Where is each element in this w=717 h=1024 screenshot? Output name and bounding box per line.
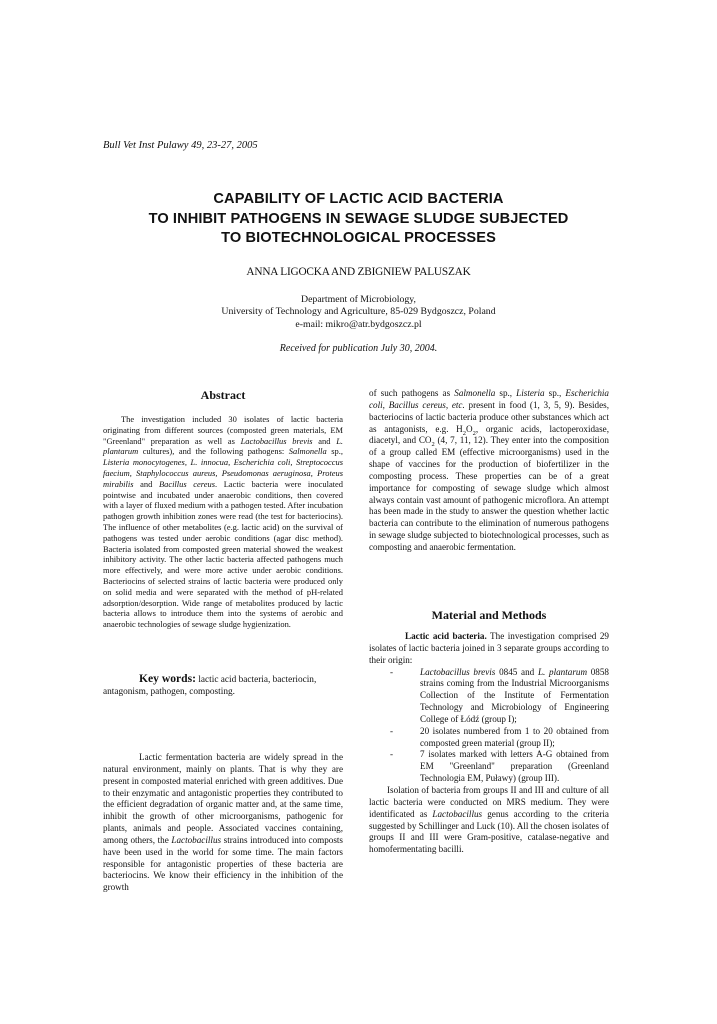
methods-lead-paragraph: Lactic acid bacteria. The investigation comprised 29 isolates of lactic bacteria joined in 3 separate groups according to their origin: [369, 631, 609, 665]
title-line: CAPABILITY OF LACTIC ACID BACTERIA [213, 191, 504, 207]
dash-bullet: - [390, 725, 394, 736]
title-line: TO INHIBIT PATHOGENS IN SEWAGE SLUDGE SUBJECTED [148, 210, 569, 227]
affiliation-email: e-mail: mikro@atr.bydgoszcz.pl [295, 318, 422, 330]
journal-reference: Bull Vet Inst Pulawy 49, 23-27, 2005 [103, 140, 258, 151]
affiliation [0, 294, 717, 331]
group-list [369, 667, 609, 785]
isolation-paragraph: Isolation of bacteria from groups II and III and culture of all lactic bacteria were conducted on MRS medium. They were identificated as Lactobacillus genus according to the criteria suggested by Schillinger and Luck (10). All the chosen isolates of groups II and III were Gram-positive, catalase-negative and homofermentating bacilli. [369, 784, 609, 855]
intro-paragraph: Lactic fermentation bacteria are widely spread in the natural environment, mainly on plants. That is why they are present in composted material enriched with green additives. Due to their enzymatic and antagonistic properties they contributed to the efficient degradation of organic matter and, at the same time, inhibit the growth of other microorganisms, pathogenic for plants, animals and people. Associated vaccines containing, among others, the Lactobacillus strains introduced into composts have been used in the world for some time. The main factors responsible for antagonistic properties of these bacteria are bacteriocins. We know their efficiency in the inhibition of the growth [103, 752, 343, 893]
abstract-paragraph: The investigation included 30 isolates of lactic bacteria originating from different sources (composted green materials, EM "Greenland" preparation as well as Lactobacillus brevis and L. plantarum cultures), and the following pathogens: Salmonella sp., Listeria monocytogenes, L. innocua, Escherichia coli, Streptococcus faecium, Staphylococcus aureus, Pseudomonas aeruginosa, Proteus mirabilis and Bacillus cereus. Lactic bacteria were inoculated pointwise and incubated under anaerobic conditions, then covered with a layer of fluxed medium with a pathogen tested. After incubation pathogen growth inhibition zones were read (the test for bacteriocins). The influence of other metabolites (e.g. lactic acid) on the survival of pathogens was tested under aerobic conditions (agar disc method). Bacteria isolated from composted green material showed the weakest inhibitory activity. The other lactic bacteria affected pathogens much more effectively, and were more active under aerobic conditions. Bacteriocins of selected strains of lactic bacteria were produced only on solid media and were separated with the method of pH-related adsorption/desorption. Wide range of metabolites produced by lactic bacteria allows to introduce them into the systems of aerobic and anaerobic technologies of sewage sludge hygienization. [103, 414, 344, 630]
methods-heading: Material and Methods [431, 608, 547, 622]
keywords-label: Key words: [139, 672, 196, 685]
introduction-body [103, 752, 343, 894]
affiliation-line: Department of Microbiology, [301, 294, 416, 305]
keywords-text: lactic acid bacteria, bacteriocin, antagonism, pathogen, composting. [103, 675, 317, 697]
paper-title [0, 190, 717, 249]
abstract-heading: Abstract [200, 388, 246, 402]
intro-paragraph: of such pathogens as Salmonella sp., Listeria sp., Escherichia coli, Bacillus cereus, etc. present in food (1, 3, 5, 9). Besides, bacteriocins of lactic bacteria produce other substances which act as antagonists, e.g. $H_2O_2$, organic acids, lactoperoxidase, diacetyl, and $CO_2$ (4, 7, 11, 12). They enter into the composition of a group called EM (effective microorganisms) used in the shape of vaccines for the production of biofertilizer in the composting process. These properties can be of a great importance for composting of sewage sludge which almost always contain vast amount of pathogenic microflora. An attempt has been made in the study to answer the question whether lactic bacteria can contribute to the elimination of numerous pathogens in sewage sludge subjected to biotechnological processes, such as composting and anaerobic fermentation. [369, 388, 610, 552]
keywords [103, 673, 343, 698]
introduction-continued [369, 388, 609, 554]
list-item: - 7 isolates marked with letters A-G obtained from EM "Greenland" preparation (Greenland Technologia EM, Puławy) (group III). [390, 749, 609, 784]
title-line: TO BIOTECHNOLOGICAL PROCESSES [221, 230, 496, 246]
abstract-body [103, 414, 343, 630]
methods-body [369, 631, 609, 856]
list-item: - Lactobacillus brevis 0845 and L. plantarum 0858 strains coming from the Industrial Microorganisms Collection of the Institute of Fermentation Technology and Microbiology of Engineering College of Łódź (group I); [390, 666, 609, 724]
authors: ANNA LIGOCKA AND ZBIGNIEW PALUSZAK [246, 266, 471, 278]
dash-bullet: - [390, 666, 394, 677]
dash-bullet: - [390, 749, 394, 760]
list-item: - 20 isolates numbered from 1 to 20 obtained from composted green material (group II); [390, 725, 609, 748]
affiliation-line: University of Technology and Agriculture, 85-029 Bydgoszcz, Poland [221, 306, 496, 318]
received-date: Received for publication July 30, 2004. [279, 343, 438, 354]
